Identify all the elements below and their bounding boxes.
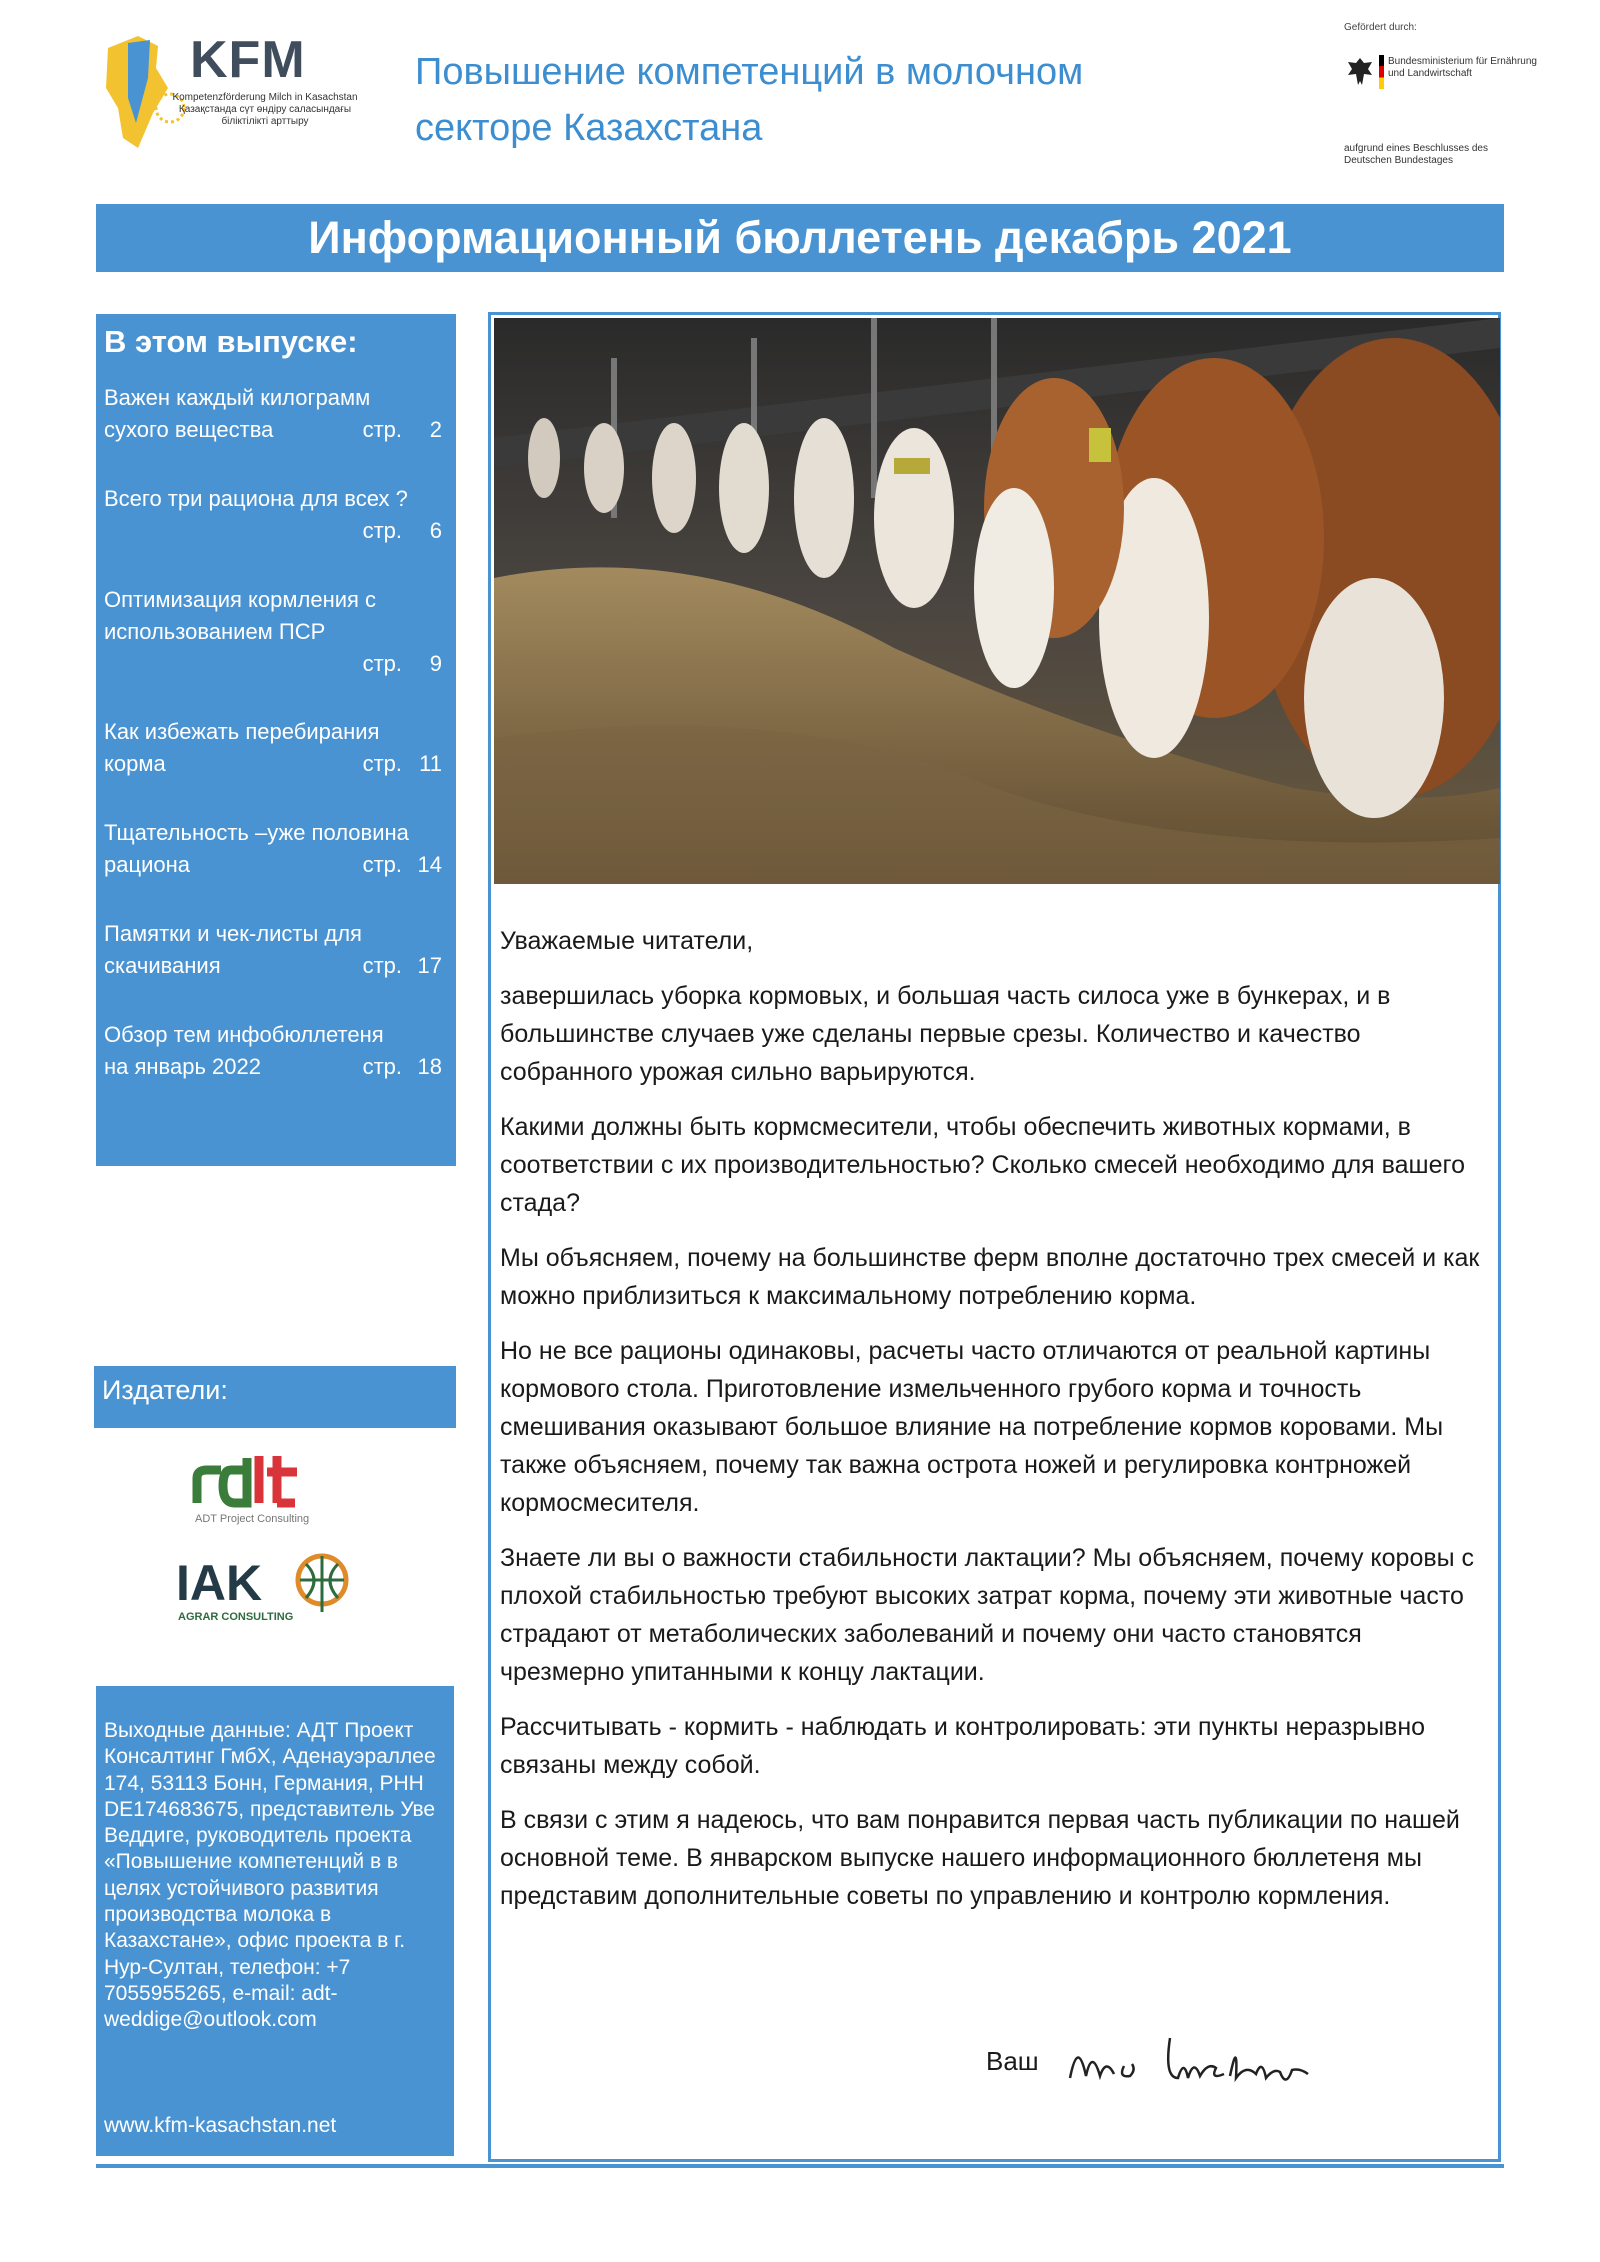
toc-item-line: Тщательность –уже половина [104,820,409,845]
newsletter-banner [96,204,1504,272]
letter-paragraph: завершилась уборка кормовых, и большая часть силоса уже в бункерах, и в большинстве случаев уже сделаны первые срезы. Количество и качество собранного урожая сильно варьируются. [500,982,1391,1086]
letter-closing: Ваш [986,2046,1039,2076]
issue-contents-heading: В этом выпуске: [104,324,358,359]
cows-feeding-photo [494,318,1500,884]
toc-item[interactable] [104,918,444,982]
federal-eagle-icon [1345,55,1375,89]
letter-paragraph: Но не все рационы одинаковы, расчеты часто отличаются от реальной картины кормового стола. Приготовление измельченного грубого корма и точность смешивания оказывают большое влияние на потребление кормов коровами. Мы также объясняем, почему так важна острота ножей и регулировка контрножей кормосмесителя. [500,1337,1444,1517]
toc-item-line: скачивания [104,953,221,978]
ministry-name: Bundesministerium für Ernährung und Landwirtschaft [1388,56,1537,79]
toc-item-line: Всего три рациона для всех ? [104,486,408,511]
toc-page-prefix: стр. [362,518,402,543]
toc-item-line: корма [104,751,166,776]
page-title-line2: секторе Казахстана [415,107,763,149]
toc-page-number: 18 [417,1054,442,1079]
toc-page-prefix: стр. [362,953,402,978]
imprint-box [96,1686,454,2156]
letter-paragraph: В связи с этим я надеюсь, что вам понравится первая часть публикации по нашей основной теме. В январском выпуске нашего информационного бюллетеня мы представим дополнительные советы по управлению и контролю кормления. [500,1806,1460,1910]
bottom-divider [96,2164,1504,2168]
toc-item-line: использованием ПСР [104,619,326,644]
adt-caption: ADT Project Consulting [195,1513,310,1525]
website-link[interactable]: www.kfm-kasachstan.net [104,2114,337,2137]
logo-subtitle-kz: Қазақстанда сүт өндіру саласындағы біліктілікті арттыру [178,104,352,127]
page-title-line1: Повышение компетенций в молочном [415,51,1084,93]
toc-item-line: Памятки и чек-листы для [104,921,362,946]
logo-subtitle [165,92,365,128]
toc-item[interactable] [104,716,444,780]
letter-paragraph: Какими должны быть кормсмесители, чтобы обеспечить животных кормами, в соответствии с их производительностью? Сколько смесей необходимо для вашего стада? [500,1113,1465,1217]
toc-item-line: сухого вещества [104,417,274,442]
toc-page-prefix: стр. [362,751,402,776]
toc-page-prefix: стр. [362,651,402,676]
toc-item[interactable] [104,382,444,446]
toc-page-prefix: стр. [362,417,402,442]
toc-page-number: 9 [429,651,442,676]
toc-item-line: рациона [104,852,190,877]
toc-page-number: 17 [417,953,442,978]
imprint-text: Выходные данные: АДТ Проект Консалтинг ГмбХ, Аденауэраллее 174, 53113 Бонн, Германия, РНН DE174683675, представитель Уве Веддиге, руководитель проекта «Повышение компетенций в в целях устойчивого развития производства молока в Казахстане», офис проекта в г. Нур-Султан, телефон: +7 7055955265, e-mail: adt-weddige@outlook.com [104,1719,436,2032]
iak-logo [172,1548,362,1628]
iak-caption: AGRAR CONSULTING [178,1611,294,1623]
toc-item[interactable] [104,817,444,881]
toc-item-line: Как избежать перебирания [104,719,380,744]
funded-by-label: Gefördert durch: [1344,22,1417,33]
toc-item-line: Оптимизация кормления с [104,587,377,612]
letter-greeting: Уважаемые читатели, [500,927,754,955]
toc-item[interactable] [104,1019,444,1083]
toc-item-line: на январь 2022 [104,1054,261,1079]
newsletter-title: Информационный бюллетень декабрь 2021 [308,212,1292,263]
publishers-heading: Издатели: [102,1375,228,1405]
toc-item-line: Важен каждый килограмм [104,385,371,410]
toc-page-prefix: стр. [362,1054,402,1079]
toc-item[interactable] [104,483,444,547]
toc-page-number: 11 [419,751,442,776]
toc-page-number: 14 [417,852,442,877]
toc-page-number: 6 [429,518,442,543]
toc-page-number: 2 [429,417,442,442]
iak-logo-text: IAK [176,1555,263,1611]
toc-item-line: Обзор тем инфобюллетеня [104,1022,384,1047]
logo-title: KFM [190,31,306,89]
page-title [415,44,1175,156]
letter-paragraph: Рассчитывать - кормить - наблюдать и контролировать: эти пункты неразрывно связаны между собой. [500,1713,1426,1779]
toc-page-prefix: стр. [362,852,402,877]
publishers-heading-box [94,1366,456,1428]
german-flag-icon [1379,55,1384,89]
editorial-letter [500,922,1492,1932]
letter-paragraph: Знаете ли вы о важности стабильности лактации? Мы объясняем, почему коровы с плохой стабильностью требуют высоких затрат корма, почему эти животные часто страдают от метаболических заболеваний и почему они часто становятся чрезмерно упитанными к концу лактации. [500,1544,1475,1686]
bundestag-decision: aufgrund eines Beschlusses des Deutschen Bundestages [1344,143,1488,166]
letter-paragraph: Мы объясняем, почему на большинстве ферм вполне достаточно трех смесей и как можно приблизиться к максимальному потреблению корма. [500,1244,1480,1310]
logo-subtitle-de: Kompetenzförderung Milch in Kasachstan [172,92,358,103]
adt-logo [185,1448,355,1528]
signature [1060,2018,1340,2098]
toc-item[interactable] [104,584,444,680]
